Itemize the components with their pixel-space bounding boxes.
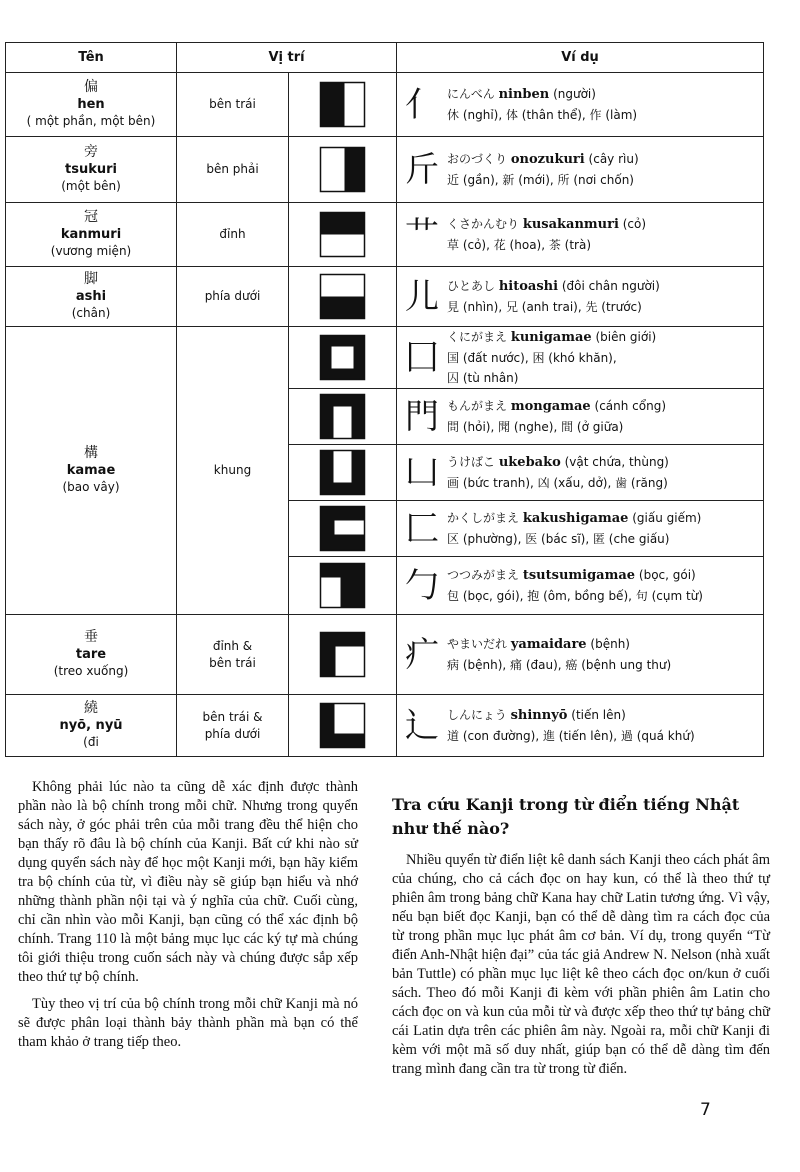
category-kanji: 偏 <box>84 79 98 95</box>
radical-gloss: (người) <box>553 87 596 101</box>
radical-kana: くにがまえ <box>447 330 508 344</box>
table-header-row <box>6 43 764 73</box>
category-kanji: 繞 <box>84 700 98 716</box>
position-label: đỉnh <box>177 203 289 267</box>
radical-kana: つつみがまえ <box>447 568 520 582</box>
right-paragraph: Nhiều quyển từ điển liệt kê danh sách Kanji theo cách phát âm của chúng, cho cả cách đọc on hay kun, có thể là theo thứ tự phiên âm trong bảng chữ Kana hay chữ Latin tương ứng. Vì vậy, nếu bạn biết đọc Kanji, bạn có thể dễ dàng tìm ra cách đọc của từ trong phần mục lục phát âm cơ bản. Ví dụ, trong quyển “Từ điển Anh-Nhật hiện đại” của tác giả Andrew N. Nelson (nhà xuất bản Tuttle) có phần mục lục liệt kê theo cách đọc on/kun ở cuối sách. Theo đó mỗi Kanji đi kèm với phần phiên âm Latin cho cách đọc on và kun của mỗi từ và được xếp theo thứ tự bảng chữ cái Latin dựa trên các phiên âm này. Ngoài ra, mỗi chữ Kanji đi kèm với một mã số duy nhất, giúp bạn có thể dễ dàng tìm đến trang mình đang cần tra từ trong từ điển. <box>392 852 770 1077</box>
position-label: phía dưới <box>204 726 261 741</box>
position-label: bên trái <box>177 73 289 137</box>
position-label: bên trái <box>209 655 256 670</box>
radical-gloss: (cây rìu) <box>588 152 639 166</box>
category-meaning: ( một phần, một bên) <box>26 114 156 128</box>
table-row <box>6 137 764 203</box>
radical-gloss: (đôi chân người) <box>561 279 660 293</box>
position-diagram-enclose <box>319 334 366 381</box>
position-label: phía dưới <box>177 267 289 327</box>
radical-reading: mongamae <box>510 399 591 414</box>
position-diagram-top-left <box>319 631 366 678</box>
radical-glyph: 門 <box>405 396 439 437</box>
category-romaji: tsukuri <box>65 162 117 177</box>
radical-gloss: (giấu giếm) <box>632 511 702 525</box>
table-row <box>6 695 764 757</box>
position-label: khung <box>177 327 289 615</box>
example-line: 包 (bọc, gói), 抱 (ôm, bồng bế), 句 (cụm từ) <box>447 589 703 603</box>
position-diagram-open-right <box>319 505 366 552</box>
left-column <box>18 778 358 1060</box>
example-line: 画 (bức tranh), 凶 (xấu, dở), 歯 (răng) <box>447 476 668 490</box>
position-label: đỉnh & <box>212 638 253 653</box>
radical-glyph: 艹 <box>405 214 439 255</box>
category-romaji: tare <box>75 647 107 662</box>
radical-reading: onozukuri <box>510 152 585 167</box>
example-line: 見 (nhìn), 兄 (anh trai), 先 (trước) <box>447 300 642 314</box>
header-example: Ví dụ <box>397 43 764 73</box>
category-kanji: 構 <box>84 445 98 461</box>
header-name: Tên <box>6 43 177 73</box>
table-row <box>6 327 764 389</box>
radical-gloss: (bệnh) <box>590 637 630 651</box>
table-row <box>6 267 764 327</box>
category-meaning: (một bên) <box>61 179 121 193</box>
example-line: 囚 (tù nhân) <box>447 371 519 385</box>
radical-reading: yamaidare <box>510 637 587 652</box>
radical-reading: ninben <box>498 87 550 102</box>
radical-kana: しんにょう <box>447 708 507 722</box>
example-line: 区 (phường), 医 (bác sĩ), 匿 (che giấu) <box>447 532 670 546</box>
radical-kana: もんがまえ <box>447 399 508 413</box>
radical-gloss: (biên giới) <box>595 330 657 344</box>
example-line: 道 (con đường), 進 (tiến lên), 過 (quá khứ) <box>447 729 695 743</box>
radical-kana: くさかんむり <box>447 217 520 231</box>
radical-kana: かくしがまえ <box>447 511 520 525</box>
radical-gloss: (bọc, gói) <box>638 568 696 582</box>
radical-gloss: (tiến lên) <box>571 708 626 722</box>
category-meaning: (vương miện) <box>50 244 132 258</box>
example-line: 問 (hỏi), 聞 (nghe), 間 (ở giữa) <box>447 420 624 434</box>
table-row <box>6 203 764 267</box>
radical-glyph: 疒 <box>405 634 439 675</box>
category-meaning: (bao vây) <box>62 480 120 494</box>
left-paragraph-1: Không phải lúc nào ta cũng dễ xác định được thành phần nào là bộ chính trong mỗi chữ. Nhưng trong quyển sách này, ở góc phải trên của mỗi trang đều thể hiện cho bạn thấy rõ đâu là bộ chính của Kanji. Bất cứ khi nào sử dụng quyển sách này để học một Kanji mới, bạn hãy kiểm tra bộ chính của từ, vì điều này sẽ giúp bạn hiểu và nhớ những thành phần nội tại và ý nghĩa của chữ. Cuối cùng, chỉ cần nhìn vào mỗi Kanji, bạn cũng có thể xác định bộ chính. Trang 110 là một bảng mục lục các ký tự mà chúng tôi giới thiệu trong cuốn sách này và chúng được sắp xếp theo thứ tự bộ chính. <box>18 779 358 985</box>
category-meaning: (đi <box>83 735 99 749</box>
category-romaji: kamae <box>66 463 116 478</box>
radical-gloss: (cánh cổng) <box>594 399 667 413</box>
example-line: 休 (nghỉ), 体 (thân thể), 作 (làm) <box>447 108 638 122</box>
radical-glyph: 勹 <box>405 565 439 606</box>
radical-table <box>5 42 764 757</box>
example-line: 病 (bệnh), 痛 (đau), 癌 (bệnh ung thư) <box>447 658 672 672</box>
category-romaji: kanmuri <box>60 227 122 242</box>
right-column <box>392 793 770 1079</box>
category-meaning: (chân) <box>71 306 111 320</box>
table-row <box>6 615 764 695</box>
radical-glyph: 囗 <box>405 337 439 378</box>
example-line: 草 (cỏ), 花 (hoa), 茶 (trà) <box>447 238 592 252</box>
category-meaning: (treo xuống) <box>53 664 129 678</box>
position-label: bên trái & <box>202 709 263 724</box>
position-diagram-right <box>319 146 366 193</box>
position-diagram-top <box>319 211 366 258</box>
radical-glyph: 斤 <box>405 149 439 190</box>
position-diagram-wrap <box>319 562 366 609</box>
position-diagram-left-bottom <box>319 702 366 749</box>
radical-glyph: 辶 <box>405 705 439 746</box>
table-row <box>6 73 764 137</box>
radical-glyph: 儿 <box>405 276 439 317</box>
category-kanji: 冠 <box>84 209 98 225</box>
position-diagram-left <box>319 81 366 128</box>
example-line: 国 (đất nước), 困 (khó khăn), <box>447 351 617 365</box>
radical-reading: ukebako <box>498 455 561 470</box>
radical-kana: おのづくり <box>447 152 508 166</box>
example-line: 近 (gần), 新 (mới), 所 (nơi chốn) <box>447 173 634 187</box>
position-label: bên phải <box>177 137 289 203</box>
radical-reading: tsutsumigamae <box>522 568 636 583</box>
section-heading: Tra cứu Kanji trong từ điển tiếng Nhật như thế nào? <box>392 795 740 838</box>
radical-gloss: (vật chứa, thùng) <box>564 455 669 469</box>
radical-reading: kakushigamae <box>522 511 629 526</box>
radical-kana: やまいだれ <box>447 637 508 651</box>
left-paragraph-2: Tùy theo vị trí của bộ chính trong mỗi chữ Kanji mà nó sẽ được phân loại thành bảy thành phần mà bạn có thể tham khảo ở trang tiếp theo. <box>18 996 358 1050</box>
radical-glyph: 匚 <box>405 508 439 549</box>
radical-glyph: 凵 <box>405 452 439 493</box>
radical-gloss: (cỏ) <box>622 217 647 231</box>
radical-kana: にんべん <box>447 87 495 101</box>
header-position: Vị trí <box>177 43 397 73</box>
position-diagram-open-top <box>319 449 366 496</box>
radical-reading: kunigamae <box>510 330 592 345</box>
radical-kana: ひとあし <box>447 279 496 293</box>
page-number: 7 <box>700 1100 711 1120</box>
radical-reading: hitoashi <box>498 279 559 294</box>
radical-kana: うけばこ <box>447 455 496 469</box>
radical-glyph: 亻 <box>405 84 439 125</box>
category-romaji: hen <box>77 97 105 112</box>
category-kanji: 旁 <box>84 144 98 160</box>
category-romaji: ashi <box>75 289 107 304</box>
radical-reading: kusakanmuri <box>522 217 619 232</box>
category-romaji: nyō, nyū <box>59 718 123 733</box>
radical-reading: shinnyō <box>510 708 568 723</box>
position-diagram-gate <box>319 393 366 440</box>
position-diagram-bottom <box>319 273 366 320</box>
category-kanji: 脚 <box>84 271 98 287</box>
category-kanji: 垂 <box>84 629 98 645</box>
